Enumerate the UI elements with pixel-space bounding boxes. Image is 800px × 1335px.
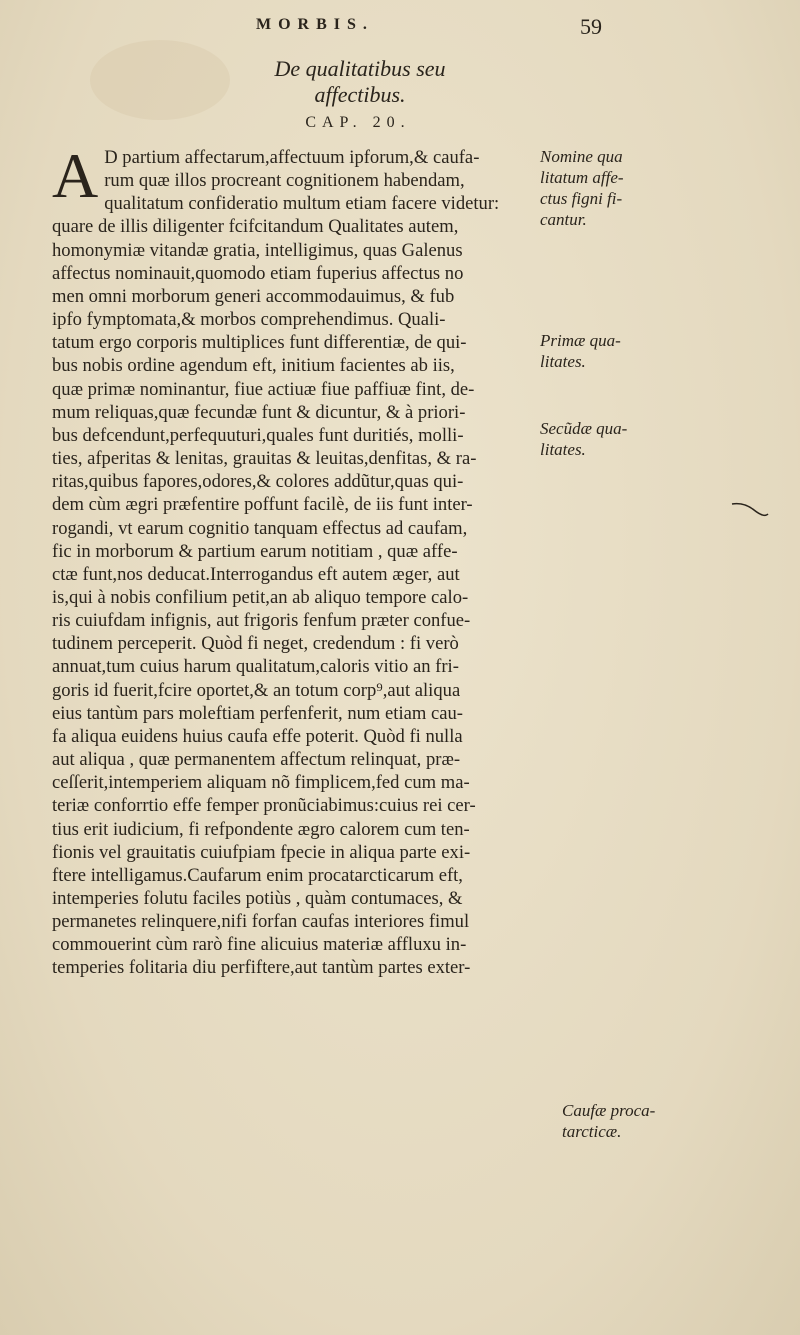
- text-line: quare de illis diligenter fcifcitandum Qualitates autem,: [52, 216, 459, 238]
- chapter-heading: CAP. 20.: [305, 114, 411, 131]
- text-line: ctæ funt,nos deducat.Interrogandus eft autem æger, aut: [52, 563, 460, 585]
- text-line: quæ primæ nominantur, fiue actiuæ fiue paffiuæ fint, de-: [52, 378, 475, 400]
- text-line: is,qui à nobis confilium petit,an ab aliquo tempore calo-: [52, 586, 469, 608]
- text-line: permanetes relinquere,nifi forfan caufas interiores fimul: [52, 911, 470, 933]
- margin-note: [540, 418, 780, 460]
- drop-cap: A: [52, 140, 99, 211]
- margin-note-line: ctus figni fi-: [540, 189, 623, 208]
- margin-note-line: Nomine qua: [540, 147, 623, 166]
- text-line: eius tantùm pars moleftiam perfenferit, num etiam cau-: [52, 702, 463, 724]
- margin-note-line: litates.: [540, 352, 586, 371]
- text-line: dem cùm ægri præfentire poffunt facilè, de iis funt inter-: [52, 494, 473, 516]
- text-line: mum reliquas,quæ fecundæ funt & dicuntur, & à priori-: [52, 401, 466, 423]
- text-line: ris cuiufdam infignis, aut frigoris fenfum præter confue-: [52, 610, 471, 632]
- paper-stain: [90, 40, 230, 120]
- text-line: intemperies folutu faciles potiùs , quàm contumaces, &: [52, 888, 463, 909]
- margin-note: [540, 146, 780, 230]
- text-line: annuat,tum cuius harum qualitatum,caloris vitio an fri-: [52, 656, 459, 678]
- text-line: tudinem perceperit. Quòd fi neget, credendum : fi verò: [52, 633, 459, 655]
- text-line: rum quæ illos procreant cognitionem habendam,: [104, 170, 465, 192]
- text-line: aut aliqua , quæ permanentem affectum relinquat, præ-: [52, 749, 461, 771]
- margin-note-line: Caufæ proca-: [562, 1101, 656, 1120]
- text-line: ritas,quibus fapores,odores,& colores addũtur,quas qui-: [52, 471, 464, 493]
- margin-note-line: Primæ qua-: [540, 331, 621, 350]
- text-line: goris id fuerit,fcire oportet,& an totum corp⁹,aut aliqua: [52, 679, 461, 701]
- text-line: fionis vel grauitatis cuiufpiam fpecie in aliqua parte exi-: [52, 841, 471, 863]
- running-title: MORBIS.: [256, 16, 374, 33]
- text-line: men omni morborum generi accommodauimus, & fub: [52, 285, 455, 307]
- text-line: tatum ergo corporis multiplices funt differentiæ, de qui-: [52, 332, 467, 354]
- margin-note-line: litatum affe-: [540, 168, 624, 187]
- text-line: affectus nominauit,quomodo etiam fuperius affectus no: [52, 262, 464, 284]
- text-line: bus nobis ordine agendum eft, initium facientes ab iis,: [52, 355, 455, 377]
- flourish-mark-icon: [730, 500, 770, 520]
- text-line: teriæ conforrtio effe femper pronũciabimus:cuius rei cer-: [52, 795, 476, 817]
- text-line: ceſſerit,intemperiem aliquam nõ fimplicem,fed cum ma-: [52, 772, 470, 794]
- text-line: ties, afperitas & lenitas, grauitas & leuitas,denfitas, & ra-: [52, 448, 477, 470]
- main-text-block: [52, 140, 532, 980]
- margin-note: [562, 1100, 800, 1142]
- text-line: rogandi, vt earum cognitio tanquam effectus ad caufam,: [52, 517, 468, 539]
- section-title: De qualitatibus seu affectibus.: [274, 56, 446, 107]
- margin-note-line: tarcticæ.: [562, 1122, 622, 1141]
- text-line: temperies folitaria diu perfiftere,aut tantùm partes exter-: [52, 957, 471, 979]
- text-line: tius erit iudicium, fi refpondente ægro calorem cum ten-: [52, 818, 470, 840]
- text-line: fa aliqua euidens huius caufa effe poterit. Quòd fi nulla: [52, 725, 463, 747]
- margin-note-line: cantur.: [540, 210, 587, 229]
- text-line: qualitatum confideratio multum etiam facere videtur:: [104, 193, 500, 215]
- text-line: homonymiæ vitandæ gratia, intelligimus, quas Galenus: [52, 239, 463, 261]
- text-line: D partium affectarum,affectuum ipforum,& caufa-: [104, 147, 480, 168]
- page-number: 59: [580, 14, 602, 39]
- text-line: ipfo fymptomata,& morbos comprehendimus. Quali-: [52, 309, 446, 331]
- text-line: fic in morborum & partium earum notitiam , quæ affe-: [52, 540, 458, 562]
- text-line: bus defcendunt,perfequuturi,quales funt duritiés, molli-: [52, 424, 464, 446]
- text-line: commouerint cùm rarò fine alicuius materiæ affluxu in-: [52, 934, 467, 956]
- text-line: ftere intelligamus.Caufarum enim procatarcticarum eft,: [52, 864, 463, 886]
- margin-note-line: litates.: [540, 440, 586, 459]
- margin-note-line: Secũdæ qua-: [540, 419, 628, 438]
- margin-note: [540, 330, 780, 372]
